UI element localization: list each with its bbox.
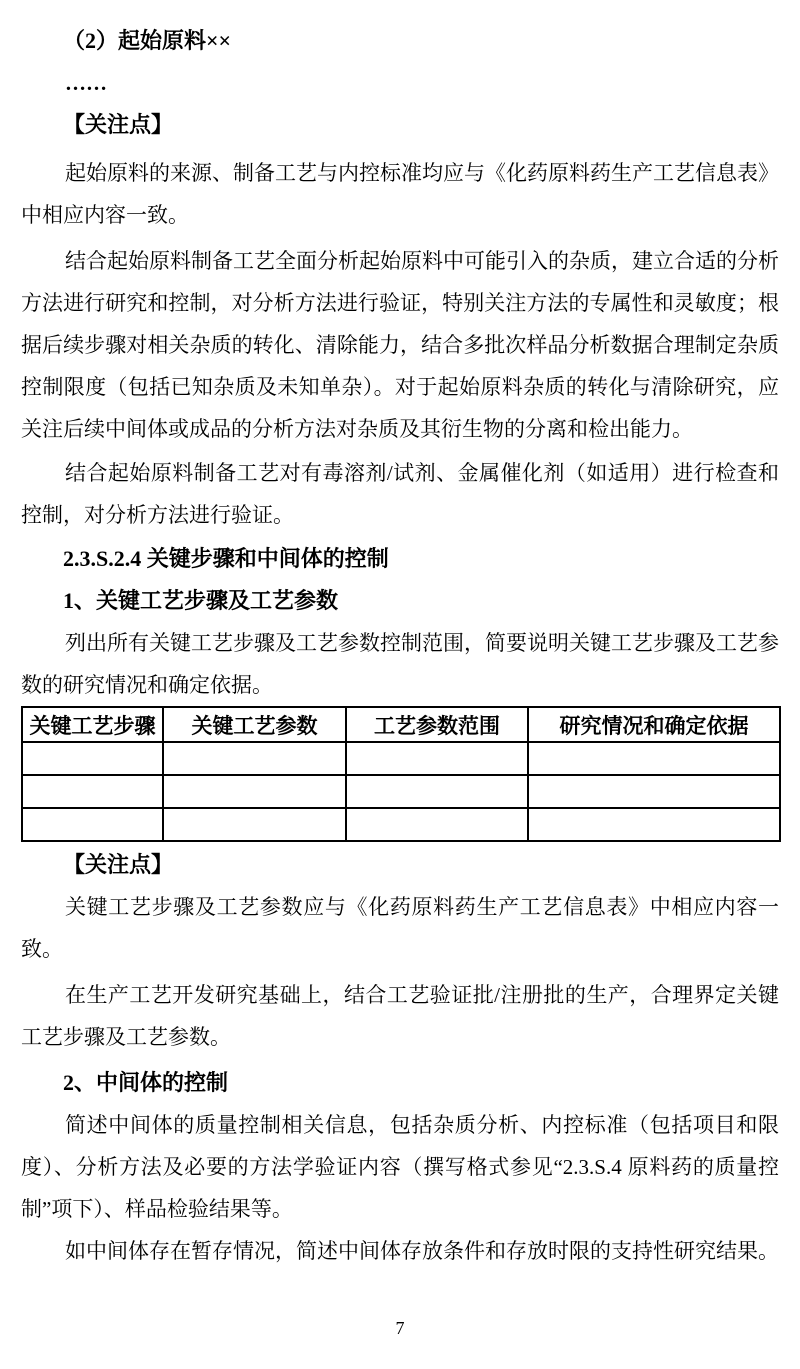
table-cell [346,775,528,808]
focus-points-label-1: 【关注点】 [63,112,174,137]
table-row [22,775,780,808]
paragraph-intermediate-quality: 简述中间体的质量控制相关信息，包括杂质分析、内控标准（包括项目和限度）、分析方法及必要的方法学验证内容（撰写格式参见“2.3.S.4 原料药的质量控制”项下）、样品检验结果等。 [21,1113,779,1221]
ellipsis-placeholder: …… [65,71,107,95]
column-header-key-step: 关键工艺步骤 [22,707,163,742]
table-cell [163,775,346,808]
table-cell [528,808,780,841]
heading-intermediate-control: 2、中间体的控制 [63,1070,229,1095]
heading-key-process-steps: 1、关键工艺步骤及工艺参数 [63,588,339,613]
table-header-row [22,707,780,742]
table-cell [22,775,163,808]
table-row [22,742,780,775]
paragraph-toxic-solvent-control: 结合起始原料制备工艺对有毒溶剂/试剂、金属催化剂（如适用）进行检查和控制，对分析方法进行验证。 [21,461,779,527]
table-cell [22,742,163,775]
column-header-key-parameter: 关键工艺参数 [163,707,346,742]
table-cell [528,742,780,775]
table-cell [22,808,163,841]
table-row [22,808,780,841]
paragraph-define-key-steps: 在生产工艺开发研究基础上，结合工艺验证批/注册批的生产，合理界定关键工艺步骤及工艺参数。 [21,983,779,1049]
table-cell [528,775,780,808]
column-header-parameter-range: 工艺参数范围 [346,707,528,742]
paragraph-intermediate-storage: 如中间体存在暂存情况，简述中间体存放条件和存放时限的支持性研究结果。 [65,1239,779,1263]
focus-points-label-2: 【关注点】 [63,852,174,877]
key-process-parameters-table [21,706,781,842]
table-cell [163,808,346,841]
table-cell [346,808,528,841]
heading-section-2-3-s-2-4: 2.3.S.2.4 关键步骤和中间体的控制 [63,546,389,571]
column-header-study-basis: 研究情况和确定依据 [528,707,780,742]
paragraph-starting-material-source: 起始原料的来源、制备工艺与内控标准均应与《化药原料药生产工艺信息表》中相应内容一致。 [21,161,779,227]
table-cell [163,742,346,775]
paragraph-list-key-steps: 列出所有关键工艺步骤及工艺参数控制范围，简要说明关键工艺步骤及工艺参数的研究情况和确定依据。 [21,631,779,697]
paragraph-parameter-consistency: 关键工艺步骤及工艺参数应与《化药原料药生产工艺信息表》中相应内容一致。 [21,895,779,961]
page-number: 7 [395,1318,405,1338]
heading-starting-material: （2）起始原料×× [63,28,232,53]
table-cell [346,742,528,775]
paragraph-impurity-analysis: 结合起始原料制备工艺全面分析起始原料中可能引入的杂质，建立合适的分析方法进行研究和控制，对分析方法进行验证，特别关注方法的专属性和灵敏度；根据后续步骤对相关杂质的转化、清除能力，结合多批次样品分析数据合理制定杂质控制限度（包括已知杂质及未知单杂）。对于起始原料杂质的转化与清除研究，应关注后续中间体或成品的分析方法对杂质及其衍生物的分离和检出能力。 [21,249,779,441]
